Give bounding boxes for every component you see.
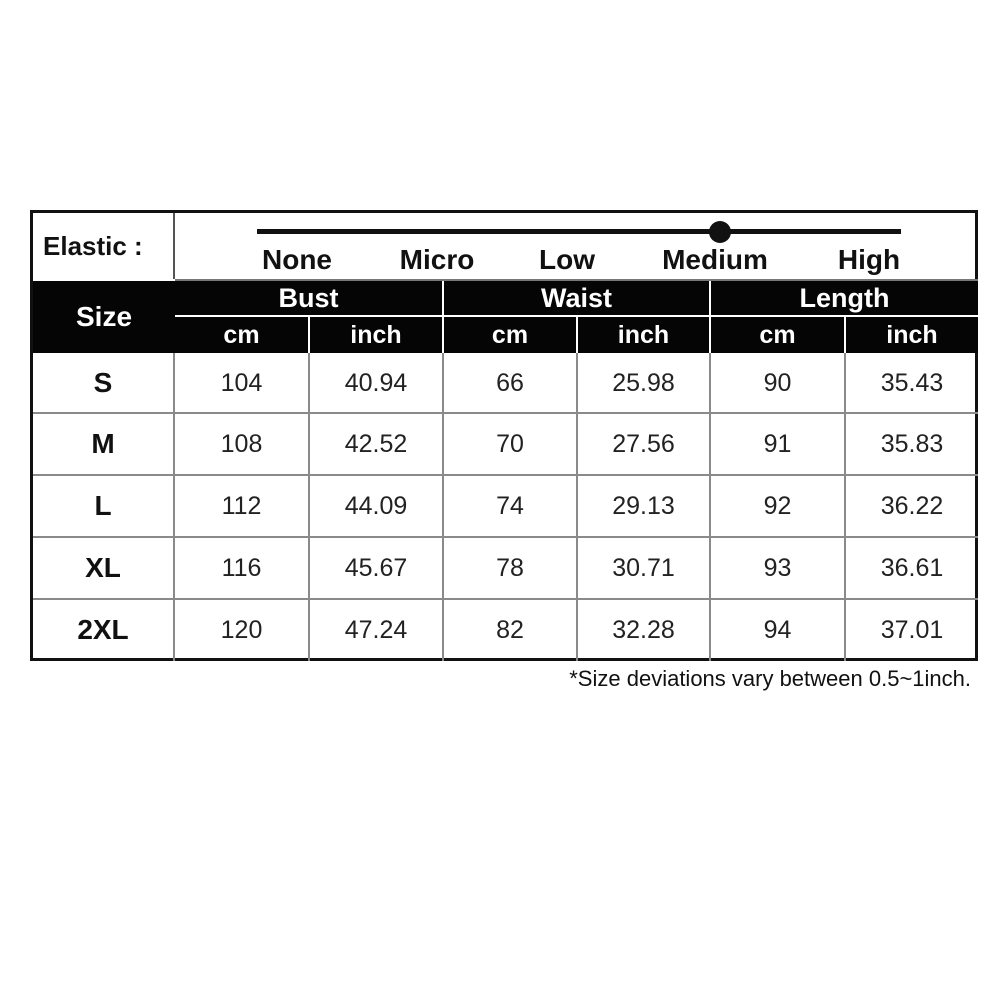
size-cell: L bbox=[94, 490, 112, 521]
bust-header: Bust bbox=[175, 281, 442, 315]
table-cell: 94 bbox=[763, 615, 792, 644]
size-cell: M bbox=[91, 428, 115, 459]
waist-inch-header: inch bbox=[578, 317, 709, 353]
table-cell: 74 bbox=[496, 491, 524, 520]
table-cell: 27.56 bbox=[612, 429, 675, 458]
table-row bbox=[33, 414, 978, 474]
elastic-level-low: Low bbox=[539, 244, 595, 275]
table-cell: 112 bbox=[221, 491, 262, 520]
table-cell: 37.01 bbox=[880, 615, 944, 644]
elastic-level-micro: Micro bbox=[399, 244, 475, 275]
length-header: Length bbox=[711, 281, 978, 315]
table-cell: 45.67 bbox=[344, 553, 408, 582]
size-column-header: Size bbox=[33, 281, 175, 353]
table-cell: 93 bbox=[763, 553, 792, 582]
table-cell: 47.24 bbox=[344, 615, 408, 644]
elastic-scale-track bbox=[257, 229, 901, 234]
divider bbox=[175, 315, 978, 317]
bust-cm-header: cm bbox=[175, 317, 308, 353]
elastic-scale bbox=[175, 213, 978, 279]
size-deviation-note: *Size deviations vary between 0.5~1inch. bbox=[569, 666, 971, 691]
bust-inch-header: inch bbox=[310, 317, 442, 353]
table-cell: 92 bbox=[763, 491, 792, 520]
table-cell: 104 bbox=[220, 368, 263, 397]
table-cell: 82 bbox=[496, 615, 524, 644]
size-chart bbox=[30, 210, 978, 661]
table-cell: 36.61 bbox=[880, 553, 944, 582]
length-cm-header: cm bbox=[711, 317, 844, 353]
elastic-scale-indicator bbox=[709, 221, 731, 243]
table-cell: 120 bbox=[220, 615, 263, 644]
table-cell: 40.94 bbox=[344, 368, 408, 397]
table-cell: 78 bbox=[496, 553, 524, 582]
elastic-level-high: High bbox=[837, 244, 901, 275]
table-cell: 35.43 bbox=[880, 368, 944, 397]
elastic-label: Elastic : bbox=[33, 213, 175, 279]
table-cell: 90 bbox=[763, 368, 792, 397]
length-inch-header: inch bbox=[846, 317, 978, 353]
table-cell: 32.28 bbox=[612, 615, 675, 644]
table-cell: 30.71 bbox=[612, 553, 675, 582]
table-cell: 116 bbox=[221, 553, 262, 582]
elastic-level-medium: Medium bbox=[662, 244, 768, 275]
size-cell: S bbox=[93, 367, 113, 398]
table-row bbox=[33, 353, 978, 413]
table-cell: 29.13 bbox=[612, 491, 675, 520]
table-cell: 36.22 bbox=[880, 491, 944, 520]
size-cell: 2XL bbox=[77, 614, 129, 645]
table-row bbox=[33, 600, 978, 660]
table-cell: 44.09 bbox=[344, 491, 408, 520]
table-cell: 70 bbox=[496, 429, 524, 458]
waist-header: Waist bbox=[444, 281, 709, 315]
table-cell: 25.98 bbox=[612, 368, 675, 397]
table-row bbox=[33, 538, 978, 598]
table-cell: 66 bbox=[496, 368, 524, 397]
waist-cm-header: cm bbox=[444, 317, 576, 353]
elastic-level-none: None bbox=[262, 244, 332, 275]
size-cell: XL bbox=[85, 552, 121, 583]
table-cell: 42.52 bbox=[344, 429, 408, 458]
table-row bbox=[33, 476, 978, 536]
table-cell: 91 bbox=[763, 429, 792, 458]
table-cell: 35.83 bbox=[880, 429, 944, 458]
table-cell: 108 bbox=[220, 429, 263, 458]
